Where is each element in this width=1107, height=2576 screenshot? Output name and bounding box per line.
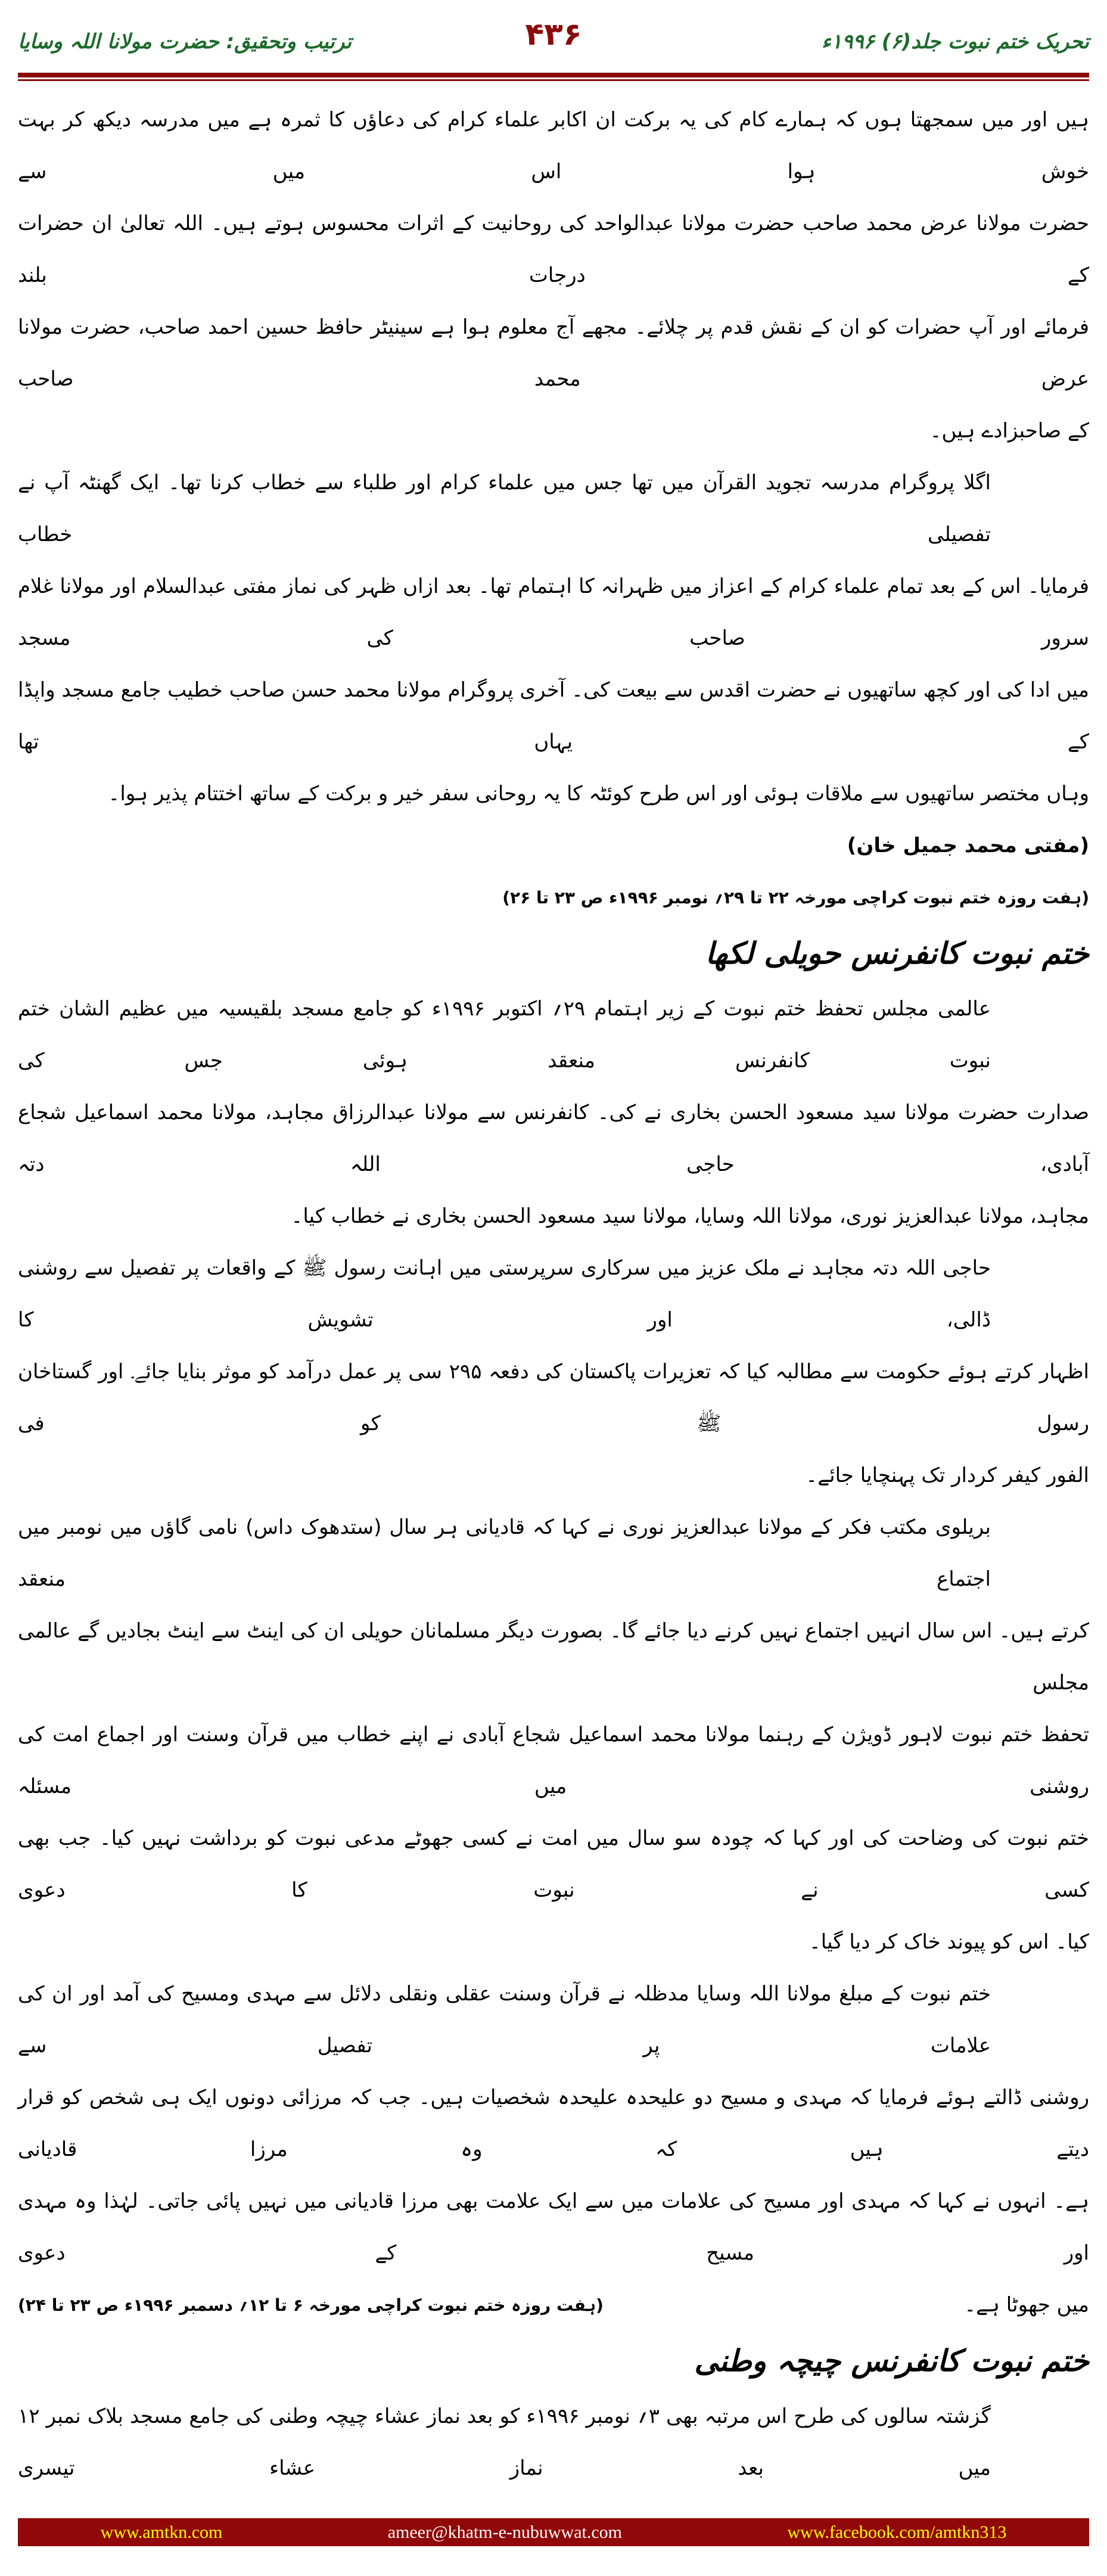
text-line: صدارت حضرت مولانا سید مسعود الحسن بخاری نے کی۔ کانفرنس سے مولانا عبدالرزاق مجاہد، مولانا محمد اسماعیل شجاع آبادی، حاجی اللہ دتہ — [18, 1101, 1089, 1176]
text-line: اظہار کرتے ہوئے حکومت سے مطالبہ کیا کہ تعزیرات پاکستان کی دفعہ ۲۹۵ سی پر عمل درآمد کو موثر بنایا جائے۔ اور گستاخان رسول ﷺ کو فی — [18, 1360, 1090, 1435]
page-body — [18, 0, 1089, 2494]
text-line: ختم نبوت کی وضاحت کی اور کہا کہ چودہ سو سال میں امت نے کسی جھوٹے مدعی نبوت کو برداشت نہیں کیا۔ جب بھی کسی نے نبوت کا دعوی — [18, 1826, 1089, 1902]
closing-line-with-signature — [18, 768, 1089, 872]
text-line: روشنی ڈالتے ہوئے فرمایا کہ مہدی و مسیح دو علیحدہ علیحدہ شخصیات ہیں۔ جب کہ مرزائی دونوں ایک ہی شخص کو قرار دیتے ہیں کہ وہ مرزا قادیانی — [18, 2086, 1089, 2161]
page-number: ۴۳۶ — [525, 17, 582, 52]
source-citation: (ہفت روزہ ختم نبوت کراچی مورخہ ۲۲ تا ۲۹؍ نومبر ۱۹۹۶ء ص ۲۳ تا ۲۶) — [502, 888, 1089, 908]
section-heading: ختم نبوت کانفرنس حویلی لکھا — [705, 936, 1089, 971]
text-line: ہیں اور میں سمجھتا ہوں کہ ہمارے کام کی یہ برکت ان اکابر علماء کرام کی دعاؤں کا ثمرہ ہے میں مدرسہ دیکھ کر بہت خوش ہوا اس میں سے — [18, 108, 1089, 184]
text-line: الفور کیفر کردار تک پہنچایا جائے۔ — [806, 1463, 1089, 1487]
text-line: وہاں مختصر ساتھیوں سے ملاقات ہوئی اور اس طرح کوئٹہ کا یہ روحانی سفر خیر و برکت کے ساتھ اختتام پذیر ہوا۔ — [108, 782, 1089, 806]
text-line: بریلوی مکتب فکر کے مولانا عبدالعزیز نوری نے کہا کہ قادیانی ہر سال (ستدھوک داس) نامی گاؤں میں نومبر میں اجتماع منعقد — [18, 1515, 991, 1591]
text-line: فرمائے اور آپ حضرات کو ان کے نقش قدم پر چلائے۔ مجھے آج معلوم ہوا ہے سینیٹر حافظ حسین احمد صاحب، حضرت مولانا عرض محمد صاحب — [18, 315, 1089, 391]
text-line: ہے۔ انہوں نے کہا کہ مہدی اور مسیح کی علامات میں سے ایک علامت بھی مرزا قادیانی میں نہیں پائی جاتی۔ لہٰذا وہ مہدی اور مسیح کے دعوی — [18, 2189, 1089, 2265]
website-link[interactable]: www.amtkn.com — [100, 2522, 223, 2542]
email-link[interactable]: ameer@khatm-e-nubuwwat.com — [387, 2522, 623, 2542]
text-line: حاجی اللہ دتہ مجاہد نے ملک عزیز میں سرکاری سرپرستی میں اہانت رسول ﷺ کے واقعات پر تفصیل سے روشنی ڈالی، اور تشویش کا — [18, 1256, 991, 1332]
author-signature: (مفتی محمد جمیل خان) — [847, 834, 1089, 857]
text-line: کرتے ہیں۔ اس سال انہیں اجتماع نہیں کرنے دیا جائے گا۔ بصورت دیگر مسلمانان حویلی ان کی اینٹ سے اینٹ بجادیں گے عالمی مجلس — [18, 1619, 1089, 1695]
section-heading: ختم نبوت کانفرنس چیچہ وطنی — [694, 2344, 1089, 2378]
facebook-link[interactable]: www.facebook.com/amtkn313 — [787, 2522, 1007, 2542]
page-footer — [18, 2518, 1089, 2546]
text-line: میں ادا کی اور کچھ ساتھیوں نے حضرت اقدس سے بیعت کی۔ آخری پروگرام مولانا محمد حسن صاحب خطیب جامع مسجد واپڈا کے یہاں تھا — [18, 678, 1089, 754]
closing-line-with-citation — [18, 2279, 1089, 2331]
text-line: تحفظ ختم نبوت لاہور ڈویژن کے رہنما مولانا محمد اسماعیل شجاع آبادی نے اپنے خطاب میں قرآن وسنت اور اجماع امت کی روشنی میں مسئلہ — [18, 1723, 1089, 1798]
text-line: فرمایا۔ اس کے بعد تمام علماء کرام کے اعزاز میں ظہرانہ کا اہتمام تھا۔ بعد ازاں ظہر کی نماز مفتی عبدالسلام اور مولانا غلام سرور صاحب کی مسجد — [18, 574, 1089, 650]
text-line: عالمی مجلس تحفظ ختم نبوت کے زیر اہتمام ۲۹؍ اکتوبر ۱۹۹۶ء کو جامع مسجد بلقیسیہ میں عظیم الشان ختم نبوت کانفرنس منعقد ہوئی جس کی — [18, 997, 991, 1073]
citation-row — [18, 872, 1089, 924]
text-line: ختم نبوت کے مبلغ مولانا اللہ وسایا مدظلہ نے قرآن وسنت عقلی ونقلی دلائل سے مہدی ومسیح کی آمد اور ان کی علامات پر تفصیل سے — [18, 1982, 991, 2058]
book-title: تحریک ختم نبوت جلد(۶) ۱۹۹۶ء — [821, 30, 1089, 54]
text-line: کیا۔ اس کو پیوند خاک کر دیا گیا۔ — [809, 1930, 1089, 1954]
text-line: میں جھوٹا ہے۔ — [964, 2293, 1089, 2317]
text-line: گزشتہ سالوں کی طرح اس مرتبہ بھی ۳؍ نومبر ۱۹۹۶ء کو بعد نماز عشاء چیچہ وطنی کی جامع مسجد بلاک نمبر ۱۲ میں بعد نماز عشاء تیسری — [18, 2404, 991, 2480]
text-line: مجاہد، مولانا عبدالعزیز نوری، مولانا اللہ وسایا، مولانا سید مسعود الحسن بخاری نے خطاب کیا۔ — [291, 1204, 1089, 1228]
text-line: اگلا پروگرام مدرسہ تجوید القرآن میں تھا جس میں علماء کرام اور طلباء سے خطاب کرنا تھا۔ ایک گھنٹہ آپ نے تفصیلی خطاب — [18, 471, 991, 546]
text-line: حضرت مولانا عرض محمد صاحب حضرت مولانا عبدالواحد کی روحانیت کے اثرات محسوس ہوتے ہیں۔ اللہ تعالیٰ ان حضرات کے درجات بلند — [18, 212, 1089, 287]
source-citation: (ہفت روزہ ختم نبوت کراچی مورخہ ۶ تا ۱۲؍ دسمبر ۱۹۹۶ء ص ۲۳ تا ۲۴) — [18, 2295, 604, 2315]
compiler-credit: ترتیب وتحقیق: حضرت مولانا اللہ وسایا — [18, 30, 352, 54]
text-line: کے صاحبزادے ہیں۔ — [929, 419, 1089, 443]
